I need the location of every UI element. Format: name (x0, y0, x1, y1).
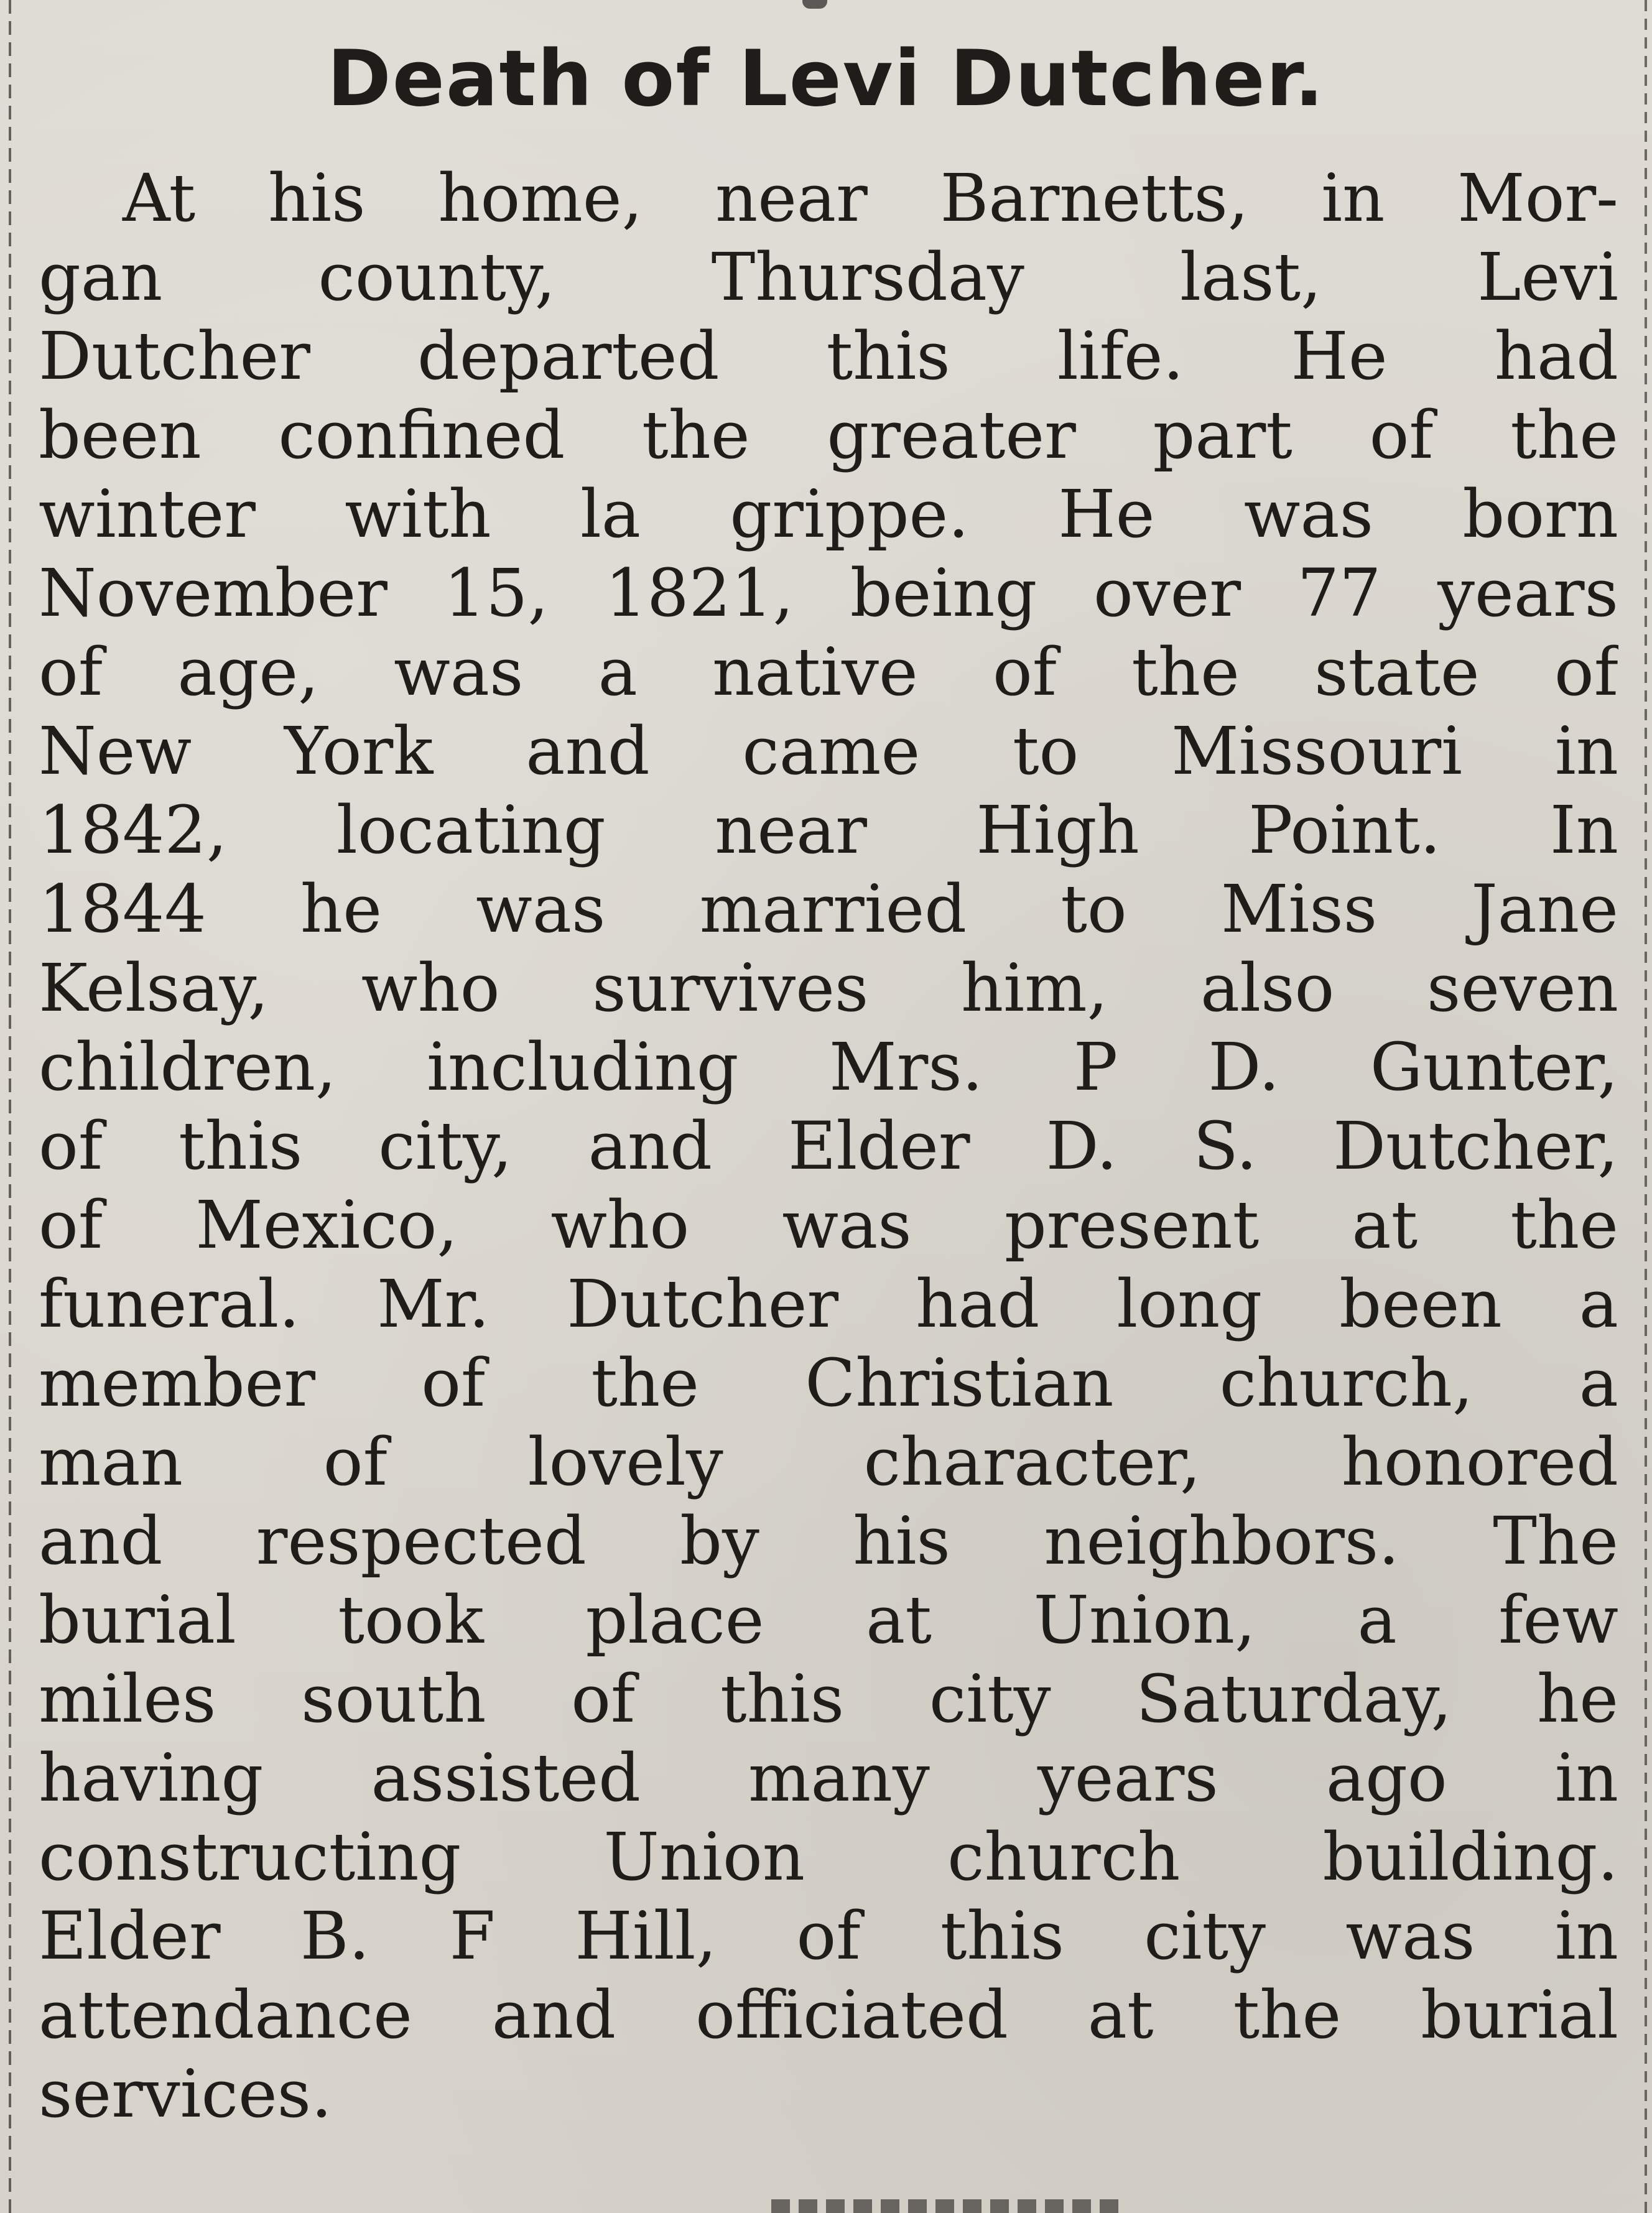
article-line: At his home, near Barnetts, in Mor- (123, 160, 1618, 236)
article-line: miles south of this city Saturday, he (39, 1661, 1618, 1737)
article-line: services. (39, 2056, 332, 2132)
article-line: member of the Christian church, a (39, 1345, 1618, 1421)
article-line: 1842, locating near High Point. In (39, 792, 1618, 868)
article-line: been confined the greater part of the (39, 397, 1618, 473)
article-line: Kelsay, who survives him, also seven (39, 950, 1618, 1026)
article-body (39, 159, 1618, 2133)
article-line: 1844 he was married to Miss Jane (39, 871, 1618, 947)
article-line: children, including Mrs. P D. Gunter, (39, 1029, 1618, 1105)
article-line: of this city, and Elder D. S. Dutcher, (39, 1108, 1618, 1184)
article-line: of Mexico, who was present at the (39, 1187, 1618, 1263)
bottom-ink-mark (771, 2199, 1120, 2213)
left-column-rule (9, 0, 11, 2213)
article-line: winter with la grippe. He was born (39, 476, 1618, 552)
article-line: November 15, 1821, being over 77 years (39, 555, 1618, 631)
article-line: constructing Union church building. (39, 1819, 1618, 1895)
article-line: and respected by his neighbors. The (39, 1503, 1618, 1579)
article-line: attendance and officiated at the burial (39, 1977, 1618, 2053)
article-line: New York and came to Missouri in (39, 713, 1618, 789)
top-ink-mark (802, 0, 827, 9)
article-line: gan county, Thursday last, Levi (39, 239, 1618, 315)
article-line: funeral. Mr. Dutcher had long been a (39, 1266, 1618, 1342)
article-line: burial took place at Union, a few (39, 1582, 1618, 1658)
article-line: man of lovely character, honored (39, 1424, 1618, 1500)
article-line: having assisted many years ago in (39, 1740, 1618, 1816)
right-column-rule (1645, 0, 1647, 2213)
article-line: Dutcher departed this life. He had (39, 318, 1618, 394)
article-line: of age, was a native of the state of (39, 634, 1618, 710)
article-line: Elder B. F Hill, of this city was in (39, 1898, 1618, 1974)
headline: Death of Levi Dutcher. (327, 34, 1325, 124)
